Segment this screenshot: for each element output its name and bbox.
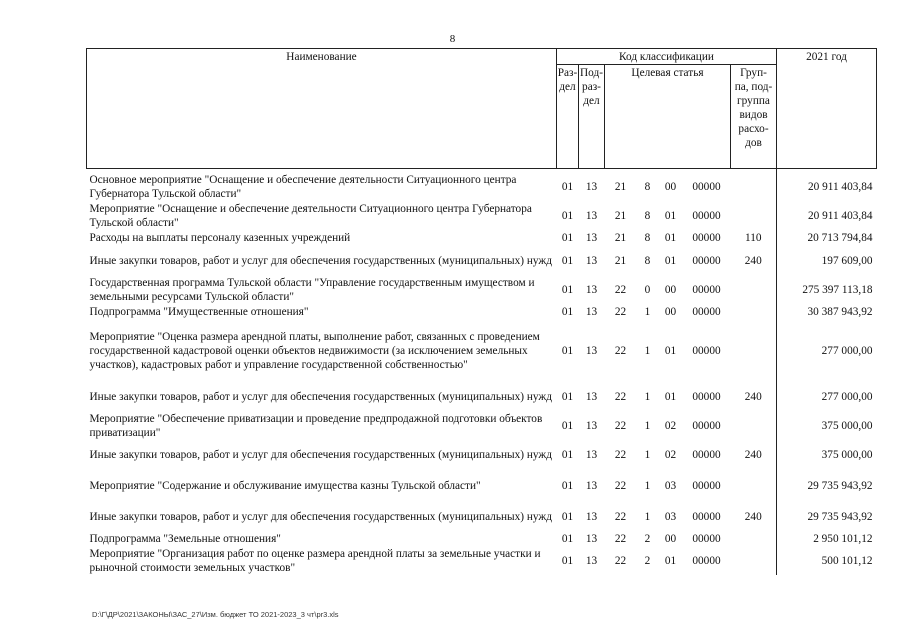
row-podrazdel: 13 xyxy=(585,345,598,357)
row-name: Основное мероприятие "Оснащение и обеспечение деятельности Ситуационного центра Губернатора Тульской области" xyxy=(87,169,557,202)
row-target-code: 00000 xyxy=(692,419,721,432)
row-expense-group xyxy=(731,275,777,304)
row-expense-group xyxy=(731,411,777,440)
row-name: Иные закупки товаров, работ и услуг для обеспечения государственных (муниципальных) нужд xyxy=(89,448,552,461)
table-row xyxy=(87,230,877,246)
row-amount: 20 911 403,84 xyxy=(777,201,877,230)
row-expense-group xyxy=(731,201,777,230)
row-target-subprogram: 1 xyxy=(644,345,651,357)
row-target-subprogram: 8 xyxy=(644,209,651,222)
row-expense-group xyxy=(731,169,777,202)
row-target-subprogram: 1 xyxy=(644,448,651,461)
row-amount: 275 397 113,18 xyxy=(777,275,877,304)
row-name: Иные закупки товаров, работ и услуг для обеспечения государственных (муниципальных) нужд xyxy=(89,390,552,403)
row-amount: 20 911 403,84 xyxy=(777,169,877,202)
table-row xyxy=(87,201,877,230)
row-target-program: 22 xyxy=(614,448,627,461)
row-razdel: 01 xyxy=(561,510,574,523)
row-target-subprogram: 8 xyxy=(644,232,651,244)
table-row xyxy=(87,531,877,547)
row-target-code: 00000 xyxy=(692,479,721,492)
row-podrazdel: 13 xyxy=(585,209,598,222)
header-podrazdel: Под- раз- дел xyxy=(579,65,605,169)
table-row xyxy=(87,320,877,382)
row-target-event: 01 xyxy=(664,232,677,244)
row-podrazdel: 13 xyxy=(585,419,598,432)
row-amount: 277 000,00 xyxy=(777,320,877,382)
row-podrazdel: 13 xyxy=(585,533,598,545)
row-target-event: 01 xyxy=(664,390,677,403)
row-target-program: 22 xyxy=(614,390,627,403)
row-target-code: 00000 xyxy=(692,555,721,567)
header-name: Наименование xyxy=(87,49,557,169)
row-target-code: 00000 xyxy=(692,283,721,296)
row-razdel: 01 xyxy=(561,232,574,244)
table-row xyxy=(87,246,877,275)
row-podrazdel: 13 xyxy=(579,169,605,202)
row-amount: 197 609,00 xyxy=(777,246,877,275)
row-target-event: 00 xyxy=(659,169,683,202)
header-year: 2021 год xyxy=(777,49,877,169)
row-target-event: 02 xyxy=(664,419,677,432)
row-razdel: 01 xyxy=(561,209,574,222)
table-row xyxy=(87,275,877,304)
row-podrazdel: 13 xyxy=(585,232,598,244)
row-target-program: 22 xyxy=(614,533,627,545)
row-target-program: 22 xyxy=(614,479,627,492)
row-name: Расходы на выплаты персоналу казенных учреждений xyxy=(89,232,351,244)
row-podrazdel: 13 xyxy=(585,479,598,492)
row-target-code: 00000 xyxy=(692,306,721,318)
row-target-code: 00000 xyxy=(692,254,721,267)
row-target-subprogram: 1 xyxy=(644,479,651,492)
row-razdel: 01 xyxy=(561,283,574,296)
page-number: 8 xyxy=(449,33,456,45)
row-target-event: 01 xyxy=(664,209,677,222)
row-target-program: 21 xyxy=(614,254,627,267)
row-expense-group xyxy=(731,304,777,320)
row-razdel: 01 xyxy=(561,533,574,545)
row-target-event: 01 xyxy=(664,254,677,267)
row-target-event: 00 xyxy=(664,306,677,318)
row-target-event: 03 xyxy=(664,510,677,523)
row-expense-group xyxy=(731,531,777,547)
row-target-program: 22 xyxy=(614,345,627,357)
row-razdel: 01 xyxy=(561,555,574,567)
row-target-program: 22 xyxy=(614,555,627,567)
row-target-program: 21 xyxy=(614,209,627,222)
row-target-subprogram: 1 xyxy=(644,306,651,318)
row-expense-group: 240 xyxy=(744,448,762,461)
row-razdel: 01 xyxy=(561,448,574,461)
row-target-program: 21 xyxy=(605,169,637,202)
row-name: Подпрограмма "Имущественные отношения" xyxy=(89,306,309,318)
row-target-code: 00000 xyxy=(692,448,721,461)
row-target-subprogram: 8 xyxy=(637,169,659,202)
row-amount: 277 000,00 xyxy=(777,382,877,411)
row-target-code: 00000 xyxy=(692,533,721,545)
row-name: Иные закупки товаров, работ и услуг для обеспечения государственных (муниципальных) нужд xyxy=(89,254,552,267)
row-expense-group xyxy=(731,320,777,382)
table-row xyxy=(87,502,877,531)
table-row xyxy=(87,382,877,411)
row-amount: 2 950 101,12 xyxy=(777,531,877,547)
row-name: Подпрограмма "Земельные отношения" xyxy=(89,533,281,545)
row-podrazdel: 13 xyxy=(585,254,598,267)
header-target: Целевая статья xyxy=(605,65,731,169)
row-podrazdel: 13 xyxy=(585,448,598,461)
row-name: Мероприятие "Оценка размера арендной платы, выполнение работ, связанных с проведением государственной кадастровой оценки объектов недвижимости (за исключением земельных участков), кадастровых работ и управление государственной собственностью" xyxy=(89,331,540,371)
row-target-program: 22 xyxy=(614,419,627,432)
header-razdel: Раз- дел xyxy=(557,65,579,169)
row-expense-group xyxy=(731,547,777,575)
row-target-event: 03 xyxy=(664,479,677,492)
row-target-event: 00 xyxy=(664,533,677,545)
row-expense-group xyxy=(731,469,777,502)
row-name: Государственная программа Тульской области "Управление государственным имуществом и земельными ресурсами Тульской области" xyxy=(89,276,535,303)
row-name: Иные закупки товаров, работ и услуг для обеспечения государственных (муниципальных) нужд xyxy=(89,510,552,523)
row-expense-group: 240 xyxy=(744,390,762,403)
row-podrazdel: 13 xyxy=(585,510,598,523)
row-name: Мероприятие "Оснащение и обеспечение деятельности Ситуационного центра Губернатора Тульской области" xyxy=(89,202,532,229)
row-amount: 375 000,00 xyxy=(777,411,877,440)
row-target-program: 22 xyxy=(614,510,627,523)
row-podrazdel: 13 xyxy=(585,283,598,296)
row-target-code: 00000 xyxy=(692,510,721,523)
row-expense-group: 110 xyxy=(744,232,762,244)
row-name: Мероприятие "Организация работ по оценке размера арендной платы за земельные участки и рыночной стоимости земельных участков" xyxy=(89,548,541,574)
row-target-event: 00 xyxy=(664,283,677,296)
row-amount: 20 713 794,84 xyxy=(777,230,877,246)
table-row xyxy=(87,304,877,320)
row-target-subprogram: 2 xyxy=(644,533,651,545)
row-razdel: 01 xyxy=(561,390,574,403)
row-amount: 375 000,00 xyxy=(777,440,877,469)
row-target-program: 22 xyxy=(614,283,627,296)
row-razdel: 01 xyxy=(561,306,574,318)
row-target-code: 00000 xyxy=(692,345,721,357)
row-amount: 29 735 943,92 xyxy=(777,469,877,502)
file-path-footer: D:\Г\ДР\2021\ЗАКОНЫ\ЗАС_27\Изм. бюджет ТО 2021-2023_3 чт\pr3.xls xyxy=(92,610,339,619)
budget-table xyxy=(86,48,877,575)
row-amount: 29 735 943,92 xyxy=(777,502,877,531)
row-razdel: 01 xyxy=(561,345,574,357)
row-razdel: 01 xyxy=(557,169,579,202)
table-row xyxy=(87,547,877,575)
row-name: Мероприятие "Обеспечение приватизации и проведение предпродажной подготовки объектов приватизации" xyxy=(89,412,543,439)
table-row xyxy=(87,411,877,440)
row-expense-group: 240 xyxy=(744,254,762,267)
row-target-code: 00000 xyxy=(692,232,721,244)
row-target-subprogram: 1 xyxy=(644,419,651,432)
row-target-subprogram: 0 xyxy=(644,283,651,296)
row-target-event: 01 xyxy=(664,555,677,567)
table-row xyxy=(87,440,877,469)
row-target-program: 21 xyxy=(614,232,627,244)
table-row xyxy=(87,169,877,202)
row-target-program: 22 xyxy=(614,306,627,318)
row-target-code: 00000 xyxy=(692,390,721,403)
row-target-subprogram: 8 xyxy=(644,254,651,267)
header-group: Груп- па, под- группа видов расхо- дов xyxy=(731,65,777,169)
row-target-code: 00000 xyxy=(683,169,731,202)
row-target-subprogram: 2 xyxy=(644,555,651,567)
row-amount: 30 387 943,92 xyxy=(777,304,877,320)
row-target-subprogram: 1 xyxy=(644,390,651,403)
header-code: Код классификации xyxy=(557,49,777,65)
row-expense-group: 240 xyxy=(744,510,762,523)
row-target-code: 00000 xyxy=(692,209,721,222)
row-amount: 500 101,12 xyxy=(777,547,877,575)
row-target-subprogram: 1 xyxy=(644,510,651,523)
row-razdel: 01 xyxy=(561,254,574,267)
row-name: Мероприятие "Содержание и обслуживание имущества казны Тульской области" xyxy=(89,479,481,492)
row-podrazdel: 13 xyxy=(585,555,598,567)
row-target-event: 01 xyxy=(664,345,677,357)
row-razdel: 01 xyxy=(561,479,574,492)
row-podrazdel: 13 xyxy=(585,390,598,403)
row-podrazdel: 13 xyxy=(585,306,598,318)
table-row xyxy=(87,469,877,502)
row-target-event: 02 xyxy=(664,448,677,461)
row-razdel: 01 xyxy=(561,419,574,432)
